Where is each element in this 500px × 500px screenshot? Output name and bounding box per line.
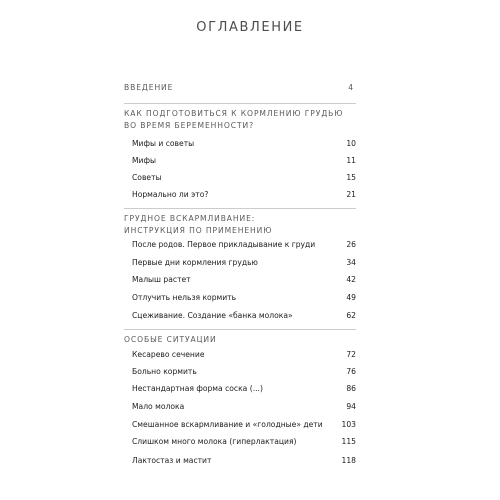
toc-entry-page: 34 [346,258,356,267]
toc-intro-label: ВВЕДЕНИЕ [124,83,174,92]
toc-entry[interactable] [132,139,356,149]
toc-entry[interactable] [132,456,356,466]
toc-entry-page: 49 [346,293,356,302]
section-heading-line: КАК ПОДГОТОВИТЬСЯ К КОРМЛЕНИЮ ГРУДЬЮ [124,109,344,118]
toc-entry-label: После родов. Первое прикладывание к груди [132,240,316,249]
toc-entry-page: 72 [346,350,356,359]
toc-entry-label: Советы [132,173,162,182]
toc-entry[interactable] [132,311,356,321]
toc-entry[interactable] [132,240,356,250]
toc-entry[interactable] [132,367,356,377]
toc-entry-page: 21 [346,190,356,199]
section-heading-line: ОСОБЫЕ СИТУАЦИИ [124,335,217,344]
section-divider [124,208,356,209]
toc-entry-label: Слишком много молока (гиперлактация) [132,437,297,446]
section-heading-line: ГРУДНОЕ ВСКАРМЛИВАНИЕ: [124,214,256,223]
toc-entry-page: 118 [341,456,356,465]
toc-entry-page: 11 [346,156,356,165]
toc-entry-page: 94 [346,402,356,411]
toc-entry-label: Малыш растет [132,275,191,284]
toc-entry[interactable] [132,402,356,412]
section-heading-line: ВО ВРЕМЯ БЕРЕМЕННОСТИ? [124,121,255,130]
toc-entry-label: Больно кормить [132,367,197,376]
section-divider [124,103,356,104]
toc-entry-page: 15 [346,173,356,182]
toc-entry-label: Мифы [132,156,156,165]
toc-entry[interactable] [132,156,356,166]
toc-entry[interactable] [132,258,356,268]
toc-entry-page: 103 [341,420,356,429]
toc-entry[interactable] [132,173,356,183]
toc-intro-page: 4 [348,83,354,92]
toc-entry-label: Сцеживание. Создание «банка молока» [132,311,293,320]
toc-entry-label: Нестандартная форма соска (...) [132,384,263,393]
toc-entry-page: 115 [341,437,356,446]
toc-entry-label: Первые дни кормления грудью [132,258,258,267]
section-heading-line: ИНСТРУКЦИЯ ПО ПРИМЕНЕНИЮ [124,226,273,235]
toc-entry-page: 86 [346,384,356,393]
toc-section-heading[interactable] [124,108,354,132]
toc-entry-page: 76 [346,367,356,376]
toc-entry-label: Смешанное вскармливание и «голодные» дети [132,420,323,429]
toc-entry[interactable] [132,275,356,285]
section-divider [124,329,356,330]
toc-entry-page: 42 [346,275,356,284]
toc-entry-label: Мало молока [132,402,185,411]
toc-entry[interactable] [132,437,356,447]
toc-entry[interactable] [132,384,356,394]
toc-entry-label: Нормально ли это? [132,190,209,199]
toc-section-heading[interactable] [124,334,354,346]
toc-entry-label: Отлучить нельзя кормить [132,293,237,302]
page-title: ОГЛАВЛЕНИЕ [196,20,304,35]
toc-entry[interactable] [132,293,356,303]
toc-entry-page: 62 [346,311,356,320]
toc-entry[interactable] [132,190,356,200]
toc-entry-label: Мифы и советы [132,139,195,148]
toc-entry[interactable] [132,420,356,430]
toc-entry-label: Кесарево сечение [132,350,205,359]
toc-entry-page: 10 [346,139,356,148]
toc-entry[interactable] [132,350,356,360]
toc-section-heading[interactable] [124,213,354,237]
toc-entry-page: 26 [346,240,356,249]
toc-entry-label: Лактостаз и мастит [132,456,212,465]
